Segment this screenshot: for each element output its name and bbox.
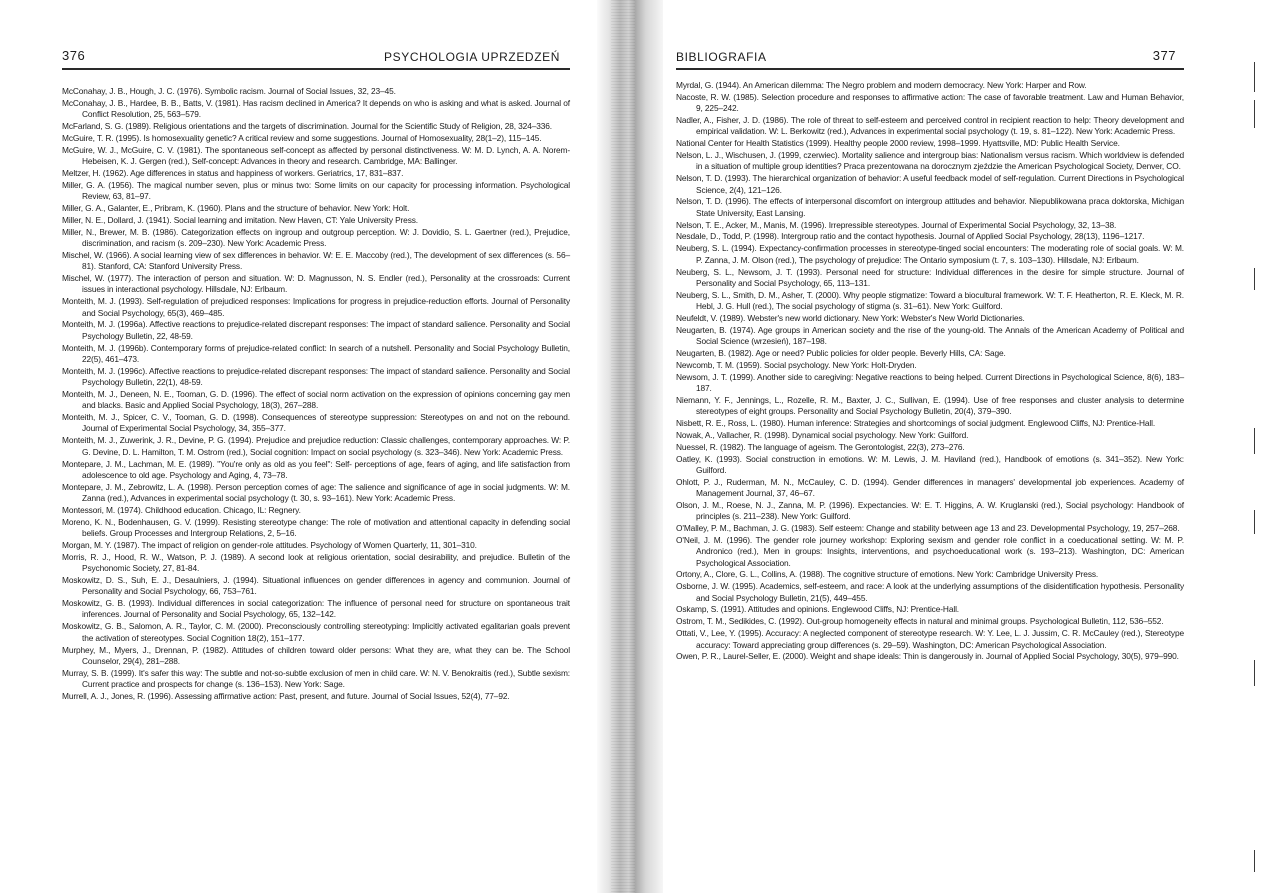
margin-mark [1254, 62, 1255, 92]
bibliography-entry: Moreno, K. N., Bodenhausen, G. V. (1999). Resisting stereotype change: The role of motivation and attentional capacity in defending social beliefs. Group Processes and Intergroup Relations, 2, 5–16. [62, 516, 570, 539]
bibliography-entry: Nadler, A., Fisher, J. D. (1986). The role of threat to self-esteem and perceived control in recipient reaction to help: Theory development and empirical validation. W: L. Berkowitz (red.), Advances in experimental social psychology (t. 19, s. 81–122). New York: Academic Press. [676, 115, 1184, 137]
bibliography-entry: Mischel, W. (1966). A social learning view of sex differences in behavior. W: E. E. Maccoby (red.), The development of sex differences (s. 56–81). Stanford, CA: Stanford University Press. [62, 249, 570, 272]
bibliography-entry: Morris, R. J., Hood, R. W., Watson, P. J. (1989). A second look at religious orientation, social desirability, and prejudice. Bulletin of the Psychonomic Society, 27, 81-84. [62, 551, 570, 574]
bibliography-entry: Ortony, A., Clore, G. L., Collins, A. (1988). The cognitive structure of emotions. New York: Cambridge University Press. [676, 569, 1099, 580]
bibliography-entry: Murray, S. B. (1999). It's safer this way: The subtle and not-so-subtle exclusion of men in child care. W: N. V. Benokraitis (red.), Subtle sexism: Current practice and prospects for change (s. 136–153). New York: Sage. [62, 667, 570, 690]
margin-mark [1254, 428, 1255, 454]
bibliography-entry: McFarland, S. G. (1989). Religious orientations and the targets of discrimination. Journal for the Scientific Study of Religion, 28, 324–336. [62, 121, 553, 132]
bibliography-entry: O'Neil, J. M. (1996). The gender role journey workshop: Exploring sexism and gender role conflict in a coeducational setting. W: M. P. Andronico (red.), Men in groups: Insights, interventions, and psychoeducational work (s. 193–213). Washington, DC: American Psychological Association. [676, 534, 1184, 568]
bibliography-entry: Newcomb, T. M. (1959). Social psychology. New York: Holt-Dryden. [676, 359, 917, 370]
bibliography-entry: Nelson, T. D. (1996). The effects of interpersonal discomfort on intergroup attitudes and behavior. Niepublikowana praca doktorska, Michigan State University, East Lansing. [676, 196, 1184, 218]
bibliography-entry: Murphey, M., Myers, J., Drennan, P. (1982). Attitudes of children toward older persons: What they are, what they can be. The School Counselor, 29(4), 281–288. [62, 644, 570, 666]
margin-mark [1254, 268, 1255, 290]
bibliography-entry: Ostrom, T. M., Sedikides, C. (1992). Out-group homogeneity effects in natural and minimal groups. Psychological Bulletin, 112, 536–552. [676, 616, 1164, 627]
bibliography-entry: Nowak, A., Vallacher, R. (1998). Dynamical social psychology. New York: Guilford. [676, 429, 969, 440]
bibliography-entry: Nisbett, R. E., Ross, L. (1980). Human inference: Strategies and shortcomings of social judgment. Englewood Cliffs, NJ: Prentice-Hall. [676, 417, 1156, 428]
margin-mark [1254, 660, 1255, 686]
bibliography-entry: Moskowitz, G. B., Salomon, A. R., Taylor, C. M. (2000). Preconsciously controlling stereotyping: Implicitly activated egalitarian goals prevent the activation of stereotypes. Social Cognition 18(2), 151–177. [62, 621, 570, 643]
bibliography-entry: Neuberg, S. L., Smith, D. M., Asher, T. (2000). Why people stigmatize: Toward a biocultural framework. W: T. F. Heatherton, R. E. Kleck, M. R. Hebl, J. G. Hull (red.), The social psychology of stigma (s. 31–61). New York: Guilford. [676, 289, 1184, 312]
bibliography-entry: Murrell, A. J., Jones, R. (1996). Assessing affirmative action: Past, present, and future. Journal of Social Issues, 52(4), 77–92. [62, 690, 510, 701]
bibliography-entry: Myrdal, G. (1944). An American dilemma: The Negro problem and modern democracy. New York: Harper and Row. [676, 80, 1087, 90]
bibliography-entry: Osborne, J. W. (1995). Academics, self-esteem, and race: A look at the underlying assumptions of the disidentification hypothesis. Personality and Social Psychology Bulletin, 21(5), 449–455. [676, 581, 1184, 603]
margin-mark [1254, 510, 1255, 534]
bibliography-entry: Morgan, M. Y. (1987). The impact of religion on gender-role attitudes. Psychology of Women Quarterly, 11, 301–310. [62, 539, 477, 550]
running-head: BIBLIOGRAFIA [676, 50, 767, 64]
bibliography-entry: Neuberg, S. L. (1994). Expectancy-confirmation processes in stereotype-tinged social encounters: The moderating role of social goals. W: M. P. Zanna, J. M. Olson (red.), The psychology of prejudice: The Ontario symposium (t. 7, s. 103–130). Hillsdale, NJ: Erlbaum. [676, 243, 1184, 265]
bibliography-entry: Oatley, K. (1993). Social construction in emotions. W: M. Lewis, J. M. Haviland (red.), Handbook of emotions (s. 341–352). New York: Guilford. [676, 453, 1184, 475]
margin-mark [1254, 850, 1255, 872]
bibliography-entry: O'Malley, P. M., Bachman, J. G. (1983). Self esteem: Change and stability between age 13 and 23. Developmental Psychology, 19, 257–268. [676, 523, 1180, 534]
bibliography-entry: Moskowitz, G. B. (1993). Individual differences in social categorization: The influence of personal need for structure on spontaneous trait inferences. Journal of Personality and Social Psychology, 65, 132–142. [62, 598, 570, 620]
bibliography-entry: Neugarten, B. (1982). Age or need? Public policies for older people. Beverly Hills, CA: Sage. [676, 347, 1006, 358]
bibliography-entry: Niemann, Y. F., Jennings, L., Rozelle, R. M., Baxter, J. C., Sullivan, E. (1994). Use of free responses and cluster analysis to determine stereotypes of eight groups. Personality and Social Psychology Bulletin, 20(4), 379–390. [676, 394, 1184, 417]
bibliography-entry: Neuberg, S. L., Newsom, J. T. (1993). Personal need for structure: Individual differences in the desire for simple structure. Journal of Personality and Social Psychology, 65, 113–131. [676, 266, 1184, 288]
bibliography-entry: Monteith, M. J. (1993). Self-regulation of prejudiced responses: Implications for progress in prejudice-reduction efforts. Journal of Personality and Social Psychology, 65(3), 469–485. [62, 296, 570, 318]
bibliography-entry: Montepare, J. M., Zebrowitz, L. A. (1998). Person perception comes of age: The salience and significance of age in social judgments. W: M. Zanna (red.), Advances in experimental social psychology (t. 30, s. 93–161). New York: Academic Press. [62, 481, 570, 504]
bibliography-entry: Ohlott, P. J., Ruderman, M. N., McCauley, C. D. (1994). Gender differences in managers' developmental job experiences. Academy of Management Journal, 37, 46–67. [676, 476, 1184, 499]
bibliography-entry: Newsom, J. T. (1999). Another side to caregiving: Negative reactions to being helped. Current Directions in Psychological Science, 8(6), 183–187. [676, 371, 1184, 393]
bibliography-entry: Ottati, V., Lee, Y. (1995). Accuracy: A neglected component of stereotype research. W: Y. Lee, L. J. Jussim, C. R. McCauley (red.), Stereotype accuracy: Toward appreciating group differences (s. 29–59). Washington, DC: American Psychological Association. [676, 628, 1184, 650]
bibliography-entry: Monteith, M. J., Zuwerink, J. R., Devine, P. G. (1994). Prejudice and prejudice reduction: Classic challenges, contemporary approaches. W: P. G. Devine, D. L. Hamilton, T. M. Ostrom (red.), Social cognition: Impact on social psychology (s. 323–346). New York: Academic Press. [62, 435, 570, 457]
bibliography-entry: Miller, G. A. (1956). The magical number seven, plus or minus two: Some limits on our capacity for processing information. Psychological Review, 63, 81–97. [62, 179, 570, 202]
bibliography-entry: Monteith, M. J., Spicer, C. V., Tooman, G. D. (1998). Consequences of stereotype suppression: Stereotypes on and not on the rebound. Journal of Experimental Social Psychology, 34, 355–377. [62, 412, 570, 434]
bibliography-entry: McConahay, J. B., Hough, J. C. (1976). Symbolic racism. Journal of Social Issues, 32, 23–45. [62, 86, 396, 96]
bibliography-entry: Monteith, M. J., Deneen, N. E., Tooman, G. D. (1996). The effect of social norm activation on the expression of opinions concerning gay men and blacks. Basic and Applied Social Psychology, 18(3), 267–288. [62, 388, 570, 411]
bibliography-entry: Nelson, T. D. (1993). The hierarchical organization of behavior: A useful feedback model of self-regulation. Current Directions in Psychological Science, 2(4), 121–126. [676, 173, 1184, 195]
margin-mark [1254, 100, 1255, 128]
bibliography-entry: Mischel, W. (1977). The interaction of person and situation. W: D. Magnusson, N. S. Endler (red.), Personality at the crossroads: Current issues in interactional psychology. Hillsdale, NJ: Erlbaum. [62, 273, 570, 295]
bibliography-entry: Meltzer, H. (1962). Age differences in status and happiness of workers. Geriatrics, 17, 831–837. [62, 167, 404, 178]
bibliography-entry: Moskowitz, D. S., Suh, E. J., Desaulniers, J. (1994). Situational influences on gender differences in agency and communion. Journal of Personality and Social Psychology, 66, 753–761. [62, 574, 570, 597]
right-page [664, 0, 1264, 893]
bibliography-entry: Monteith, M. J. (1996a). Affective reactions to prejudice-related discrepant responses: The impact of standard salience. Personality and Social Psychology Bulletin, 22, 48-59. [62, 319, 570, 341]
bibliography-entry: Miller, N. E., Dollard, J. (1941). Social learning and imitation. New Haven, CT: Yale University Press. [62, 214, 418, 225]
bibliography-list [676, 80, 1184, 663]
bibliography-entry: Miller, N., Brewer, M. B. (1986). Categorization effects on ingroup and outgroup perception. W: J. Dovidio, S. L. Gaertner (red.), Prejudice, discrimination, and racism (s. 209–230). New York: Academic Press. [62, 226, 570, 248]
bibliography-entry: Nacoste, R. W. (1985). Selection procedure and responses to affirmative action: The case of favorable treatment. Law and Human Behavior, 9, 225–242. [676, 91, 1184, 114]
header-rule [676, 68, 1184, 70]
page-number: 376 [62, 48, 86, 63]
bibliography-entry: Monteith, M. J. (1996b). Contemporary forms of prejudice-related conflict: In search of a nutshell. Personality and Social Psychology Bulletin, 22(5), 461–473. [62, 342, 570, 364]
bibliography-entry: Olson, J. M., Roese, N. J., Zanna, M. P. (1996). Expectancies. W: E. T. Higgins, A. W. Kruglanski (red.), Social psychology: Handbook of principles (s. 211–238). New York: Guilford. [676, 499, 1184, 522]
bibliography-entry: Nelson, L. J., Wischusen, J. (1999, czerwiec). Mortality salience and intergroup bias: Nationalism versus racism. Which worldview is defended in a situation of multiple group identities? Praca prezentowana na dorocznym zjeździe the American Psychological Society, Denver, CO. [676, 150, 1184, 172]
bibliography-entry: Oskamp, S. (1991). Attitudes and opinions. Englewood Cliffs, NJ: Prentice-Hall. [676, 604, 960, 615]
bibliography-entry: Nuessel, R. (1982). The language of ageism. The Gerontologist, 22(3), 273–276. [676, 441, 965, 452]
bibliography-entry: Owen, P. R., Laurel-Seller, E. (2000). Weight and shape ideals: Thin is dangerously in. Journal of Applied Social Psychology, 30(5), 979–990. [676, 651, 1179, 662]
bibliography-entry: Neufeldt, V. (1989). Webster's new world dictionary. New York: Webster's New World Dictionaries. [676, 312, 1025, 323]
header-rule [62, 68, 570, 70]
bibliography-entry: McConahay, J. B., Hardee, B. B., Batts, V. (1981). Has racism declined in America? It depends on who is asking and what is asked. Journal of Conflict Resolution, 25, 563–579. [62, 97, 570, 120]
book-gutter [597, 0, 663, 893]
bibliography-entry: Nesdale, D., Todd, P. (1998). Intergroup ratio and the contact hypothesis. Journal of Applied Social Psychology, 28(13), 1196–1217. [676, 231, 1145, 242]
page-number: 377 [1152, 48, 1176, 63]
bibliography-entry: Montepare, J. M., Lachman, M. E. (1989). "You're only as old as you feel": Self- perceptions of age, fears of aging, and life satisfaction from adolescence to old age. Psychology and Aging, 4, 73–78. [62, 458, 570, 480]
left-page [0, 0, 600, 893]
running-head: PSYCHOLOGIA UPRZEDZEŃ [384, 50, 560, 64]
bibliography-list [62, 86, 570, 703]
bibliography-entry: McGuire, T. R. (1995). Is homosexuality genetic? A critical review and some suggestions. Journal of Homosexuality, 28(1–2), 115–145. [62, 132, 542, 143]
bibliography-entry: Nelson, T. E., Acker, M., Manis, M. (1996). Irrepressible stereotypes. Journal of Experimental Social Psychology, 32, 13–38. [676, 219, 1117, 230]
bibliography-entry: Monteith, M. J. (1996c). Affective reactions to prejudice-related discrepant responses: The impact of standard salience. Personality and Social Psychology Bulletin, 22(1), 48-59. [62, 365, 570, 388]
bibliography-entry: Neugarten, B. (1974). Age groups in American society and the rise of the young-old. The Annals of the American Academy of Political and Social Science (wrzesień), 187–198. [676, 324, 1184, 347]
bibliography-entry: National Center for Health Statistics (1999). Healthy people 2000 review, 1998–1999. Hyattsville, MD: Public Health Service. [676, 138, 1120, 149]
bibliography-entry: Miller, G. A., Galanter, E., Pribram, K. (1960). Plans and the structure of behavior. New York: Holt. [62, 202, 410, 213]
bibliography-entry: Montessori, M. (1974). Childhood education. Chicago, IL: Regnery. [62, 504, 301, 515]
bibliography-entry: McGuire, W. J., McGuire, C. V. (1981). The spontaneous self-concept as affected by personal distinctiveness. W: M. D. Lynch, A. A. Norem-Hebeisen, K. J. Gergen (red.), Self-concept: Advances in theory and research. Cambridge, MA: Ballinger. [62, 144, 570, 167]
